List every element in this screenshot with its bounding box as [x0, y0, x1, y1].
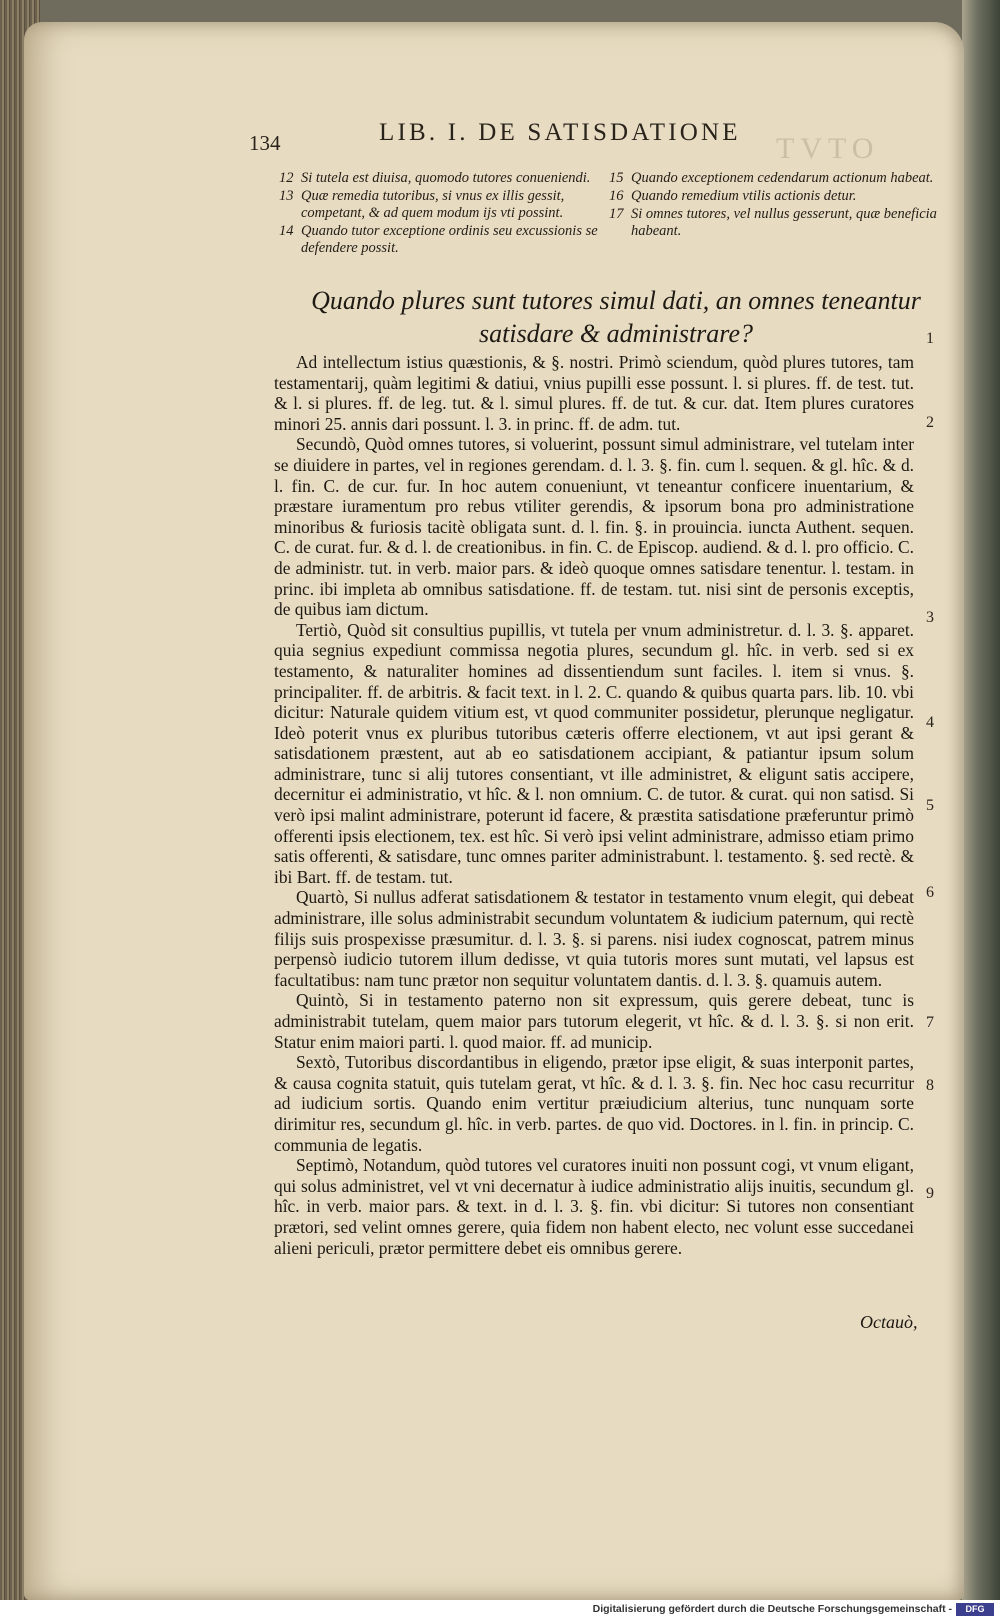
summary-text: Si tutela est diuisa, quomodo tutores conueniendi. [301, 170, 591, 186]
summary-item [609, 170, 939, 187]
margin-number: 1 [926, 330, 934, 347]
paragraph: Secundò, Quòd omnes tutores, si voluerint, possunt simul administrare, vel tutelam inter se diuidere in partes, vel in regiones gerendam. d. l. 3. §. fin. cum l. sequen. & gl. hîc. & d. l. fin. C. de cur. fur. In hoc autem conueniunt, vt teneantur conficere inuentarium, & præstare iuramentum pro rebus vtiliter gerendis, & ipsorum bona pro administratione minoribus & furiosis tacitè obligata sunt. d. l. fin. §. in prouincia. iuncta Authent. sequen. C. de curat. fur. & d. l. de creationibus. in fin. C. de Episcop. audiend. & d. l. pro officio. C. de administr. tut. in verb. maior pars. & ideò quoque omnes satisdare tenentur. l. testam. in princ. ibi impleta ab omnibus satisdatione. ff. de testam. tut. nisi sint de personis exceptis, de quibus iam dictum. [274, 434, 914, 620]
summary-text: Si omnes tutores, vel nullus gesserunt, quæ beneficia habeant. [631, 206, 937, 239]
section-heading [296, 284, 936, 350]
paragraph: Quartò, Si nullus adferat satisdationem & testator in testamento vnum elegit, qui debeat administrare, ille solus administrabit secundum voluntatem & iudicium paternum, qui rectè filijs suis prospexisse præsumitur. d. l. 3. §. si parens. nisi iudex cognoscat, patrem minus perpensò iudicio tutorem illum dedisse, vt quia tutoris mores sunt mutati, vel lapsus est facultatibus: nam tunc prætor non sequitur voluntatem dantis. d. l. 3. §. quamuis autem. [274, 887, 914, 990]
summary-number: 13 [279, 188, 294, 204]
summary-text: Quando tutor exceptione ordinis seu excussionis se defendere possit. [301, 223, 598, 256]
summary-text: Quando exceptionem cedendarum actionum habeat. [631, 170, 934, 186]
running-head-title: LIB. I. DE SATISDATIONE [379, 119, 741, 146]
margin-number: 7 [926, 1014, 934, 1031]
summary-column-left [279, 170, 609, 258]
margin-number: 5 [926, 797, 934, 814]
bleed-through-text: TVTO [776, 132, 880, 165]
summary-item [609, 188, 939, 205]
catchword: Octauò, [860, 1312, 918, 1332]
paragraph: Septimò, Notandum, quòd tutores vel curatores inuiti non possunt cogi, vt vnum eligant, qui solus administret, vel vt vni decernatur à iudice administratio alijs inuitis, secundum gl. hîc. in verb. maior pars. & text. in d. l. 3. §. fin. vbi dicitur: Si tutores non consentiant prætori, sed velint omnes gerere, quia fidem non habent electo, nec volunt esse succedanei alieni periculi, prætor permittere debet eis omnibus gerere. [274, 1155, 914, 1258]
margin-number: 4 [926, 714, 934, 731]
summary-number: 15 [609, 170, 624, 186]
summary-text: Quæ remedia tutoribus, si vnus ex illis gessit, competant, & ad quem modum ijs vti possint. [301, 188, 565, 221]
body-text [274, 352, 914, 1258]
digitization-footer [0, 1600, 1000, 1620]
summary-item [279, 223, 609, 257]
summary-list [279, 170, 969, 270]
summary-item [609, 206, 939, 240]
dfg-logo: DFG [956, 1603, 994, 1616]
margin-number: 2 [926, 414, 934, 431]
summary-item [279, 188, 609, 222]
page-number: 134 [249, 131, 281, 155]
summary-number: 16 [609, 188, 624, 204]
margin-number: 8 [926, 1077, 934, 1094]
margin-number: 6 [926, 884, 934, 901]
paragraph: Tertiò, Quòd sit consultius pupillis, vt tutela per vnum administretur. d. l. 3. §. apparet. quia segnius expediunt commissa negotia plures, secundum gl. hîc. in verb. sed si ex testamento, & naturaliter homines ad dissentiendum sunt faciles. l. item si vnus. §. principaliter. ff. de arbitris. & facit text. in l. 2. C. quando & quibus quarta pars. lib. 10. vbi dicitur: Naturale quidem vitium est, vt quod communiter possidetur, plerunque negligatur. Ideò poterit vnus ex pluribus tutoribus cæteris offerre electionem, vt aut ipsi gerant & satisdationem præstent, aut ab eo satisdationem accipiant, & patiantur ipsum solum administrare, tunc si alij tutores consentiant, vt ille administret, & eligunt satis accipere, decernitur ei administratio, vt hîc. & l. non omnium. C. de tutor. & curat. qui non satisd. Si verò ipsi malint administrare, poterunt id facere, & præstita satisdatione præferuntur primò offerenti ipsis electionem, tex. est hîc. Si verò ipsi velint administrare, admisso etiam primo satis offerenti, & satisdare, tunc omnes pariter administrabunt. l. testamento. §. sed rectè. & ibi Bart. ff. de testam. tut. [274, 619, 914, 887]
paragraph: Quintò, Si in testamento paterno non sit expressum, quis gerere debeat, tunc is administrabit tutelam, quem maior pars tutorum elegerit, vt hîc. & d. l. 3. §. si non erit. Statur enim maiori parti. l. quod maior. ff. ad municip. [274, 990, 914, 1052]
paragraph: Ad intellectum istius quæstionis, & §. nostri. Primò sciendum, quòd plures tutores, tam testamentarij, quàm legitimi & datiui, vnius pupilli esse possunt. l. si plures. ff. de test. tut. & l. si plures. ff. de leg. tut. & l. simul plures. ff. de tut. & cur. dat. Item plures curatores minori 25. annis dari possunt. l. 3. in princ. ff. de adm. tut. [274, 352, 914, 434]
summary-item [279, 170, 609, 187]
summary-number: 14 [279, 223, 294, 239]
summary-text: Quando remedium vtilis actionis detur. [631, 188, 857, 204]
footer-credit: Digitalisierung gefördert durch die Deutsche Forschungsgemeinschaft - [592, 1603, 952, 1615]
summary-column-right [609, 170, 939, 241]
summary-number: 17 [609, 206, 624, 222]
section-heading-line: Quando plures sunt tutores simul dati, an omnes teneantur [311, 286, 921, 315]
margin-number: 9 [926, 1185, 934, 1202]
margin-number: 3 [926, 609, 934, 626]
book-page [24, 22, 964, 1600]
summary-number: 12 [279, 170, 294, 186]
section-heading-line: satisdare & administrare? [479, 319, 753, 348]
paragraph: Sextò, Tutoribus discordantibus in eligendo, prætor ipse eligit, & suas interponit partes, & causa cognita statuit, quis tutelam gerat, vt hîc. & d. l. 3. §. fin. Nec hoc casu recurritur ad iudicium sortis. Quando enim vertitur præiudicium alterius, tunc nunquam sorte dirimitur res, secundum gl. hîc. in verb. partes. de quo vid. Doctores. in l. fin. in princip. C. communia de legatis. [274, 1052, 914, 1155]
